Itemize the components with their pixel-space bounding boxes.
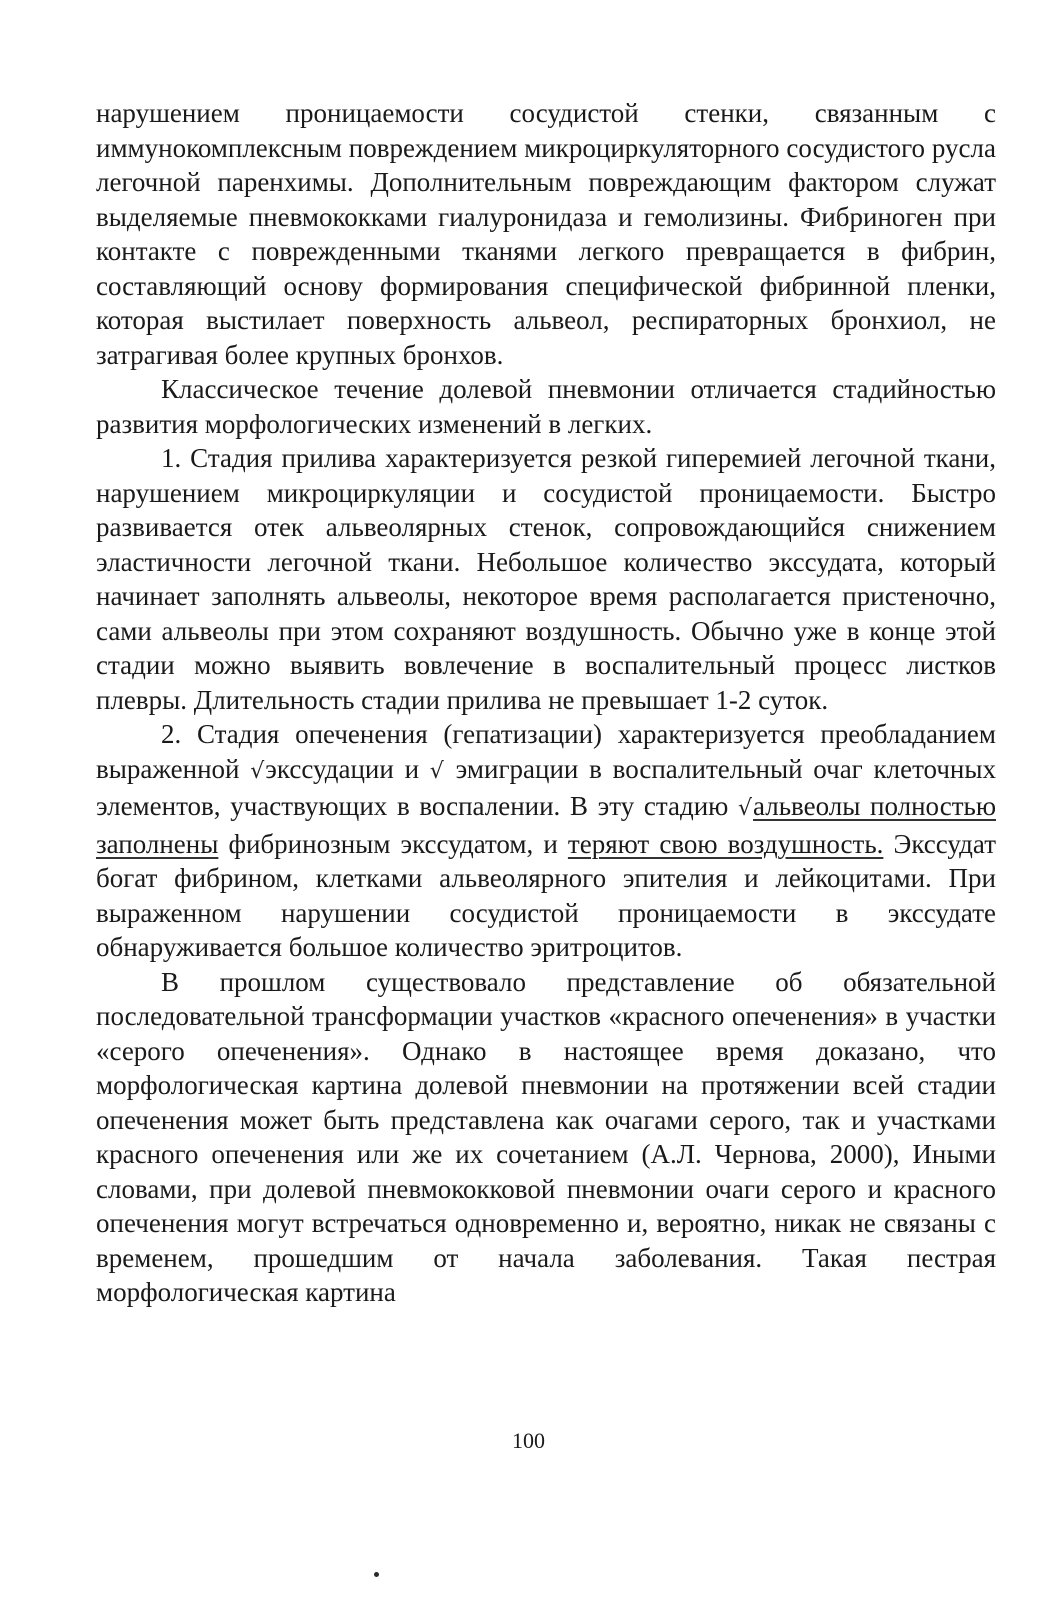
paragraph-stage-2 (96, 717, 996, 965)
paragraph-1: нарушением проницаемости сосудистой стенки, связанным с иммунокомплексным повреждением микроциркуляторного сосудистого русла легочной паренхимы. Дополнительным повреждающим фактором служат выделяемые пневмококками гиалуронидаза и гемолизины. Фибриноген при контакте с поврежденными тканями легкого превращается в фибрин, составляющий основу формирования специфической фибринной пленки, которая выстилает поверхность альвеол, респираторных бронхиол, не затрагивая более крупных бронхов. (96, 98, 996, 370)
paragraph-5: В прошлом существовало представление об обязательной последовательной трансформации участков «красного опеченения» в участки «серого опеченения». Однако в настоящее время доказано, что морфологическая картина долевой пневмонии на протяжении всей стадии опеченения может быть представлена как очагами серого, так и участками красного опеченения или же их сочетанием (А.Л. Чернова, 2000), Иными словами, при долевой пневмококковой пневмонии очаги серого и красного опеченения могут встречаться одновременно и, вероятно, никак не связаны с временем, прошедшим от начала заболевания. Такая пестрая морфологическая картина (96, 966, 996, 1307)
paragraph-2: Классическое течение долевой пневмонии отличается стадийностью развития морфологических изменений в легких. (96, 374, 996, 439)
body-text (96, 96, 996, 1310)
handwritten-underline-1: альвеолы полностью заполнены (96, 791, 996, 859)
handwritten-check-mark: √ (250, 758, 265, 784)
scan-speck (374, 1572, 379, 1577)
handwritten-check-mark: √ (738, 796, 753, 821)
page-number: 100 (512, 1428, 545, 1453)
stage-2-text-e: Экссудат богат фибрином, клетками альвеолярного эпителия и лейкоцитами. При выраженном нарушении сосудистой проницаемости в экссудате обнаруживается большое количество эритроцитов. (96, 828, 996, 962)
handwritten-check-mark: √ (429, 758, 444, 784)
handwritten-underline-2: теряют свою воздушность. (567, 828, 884, 859)
stage-2-text-c: эмиграции в воспалительный очаг клеточных элементов, участвующих в воспалении. В эту стадию (96, 753, 996, 821)
paragraph-stage-1: 1. Стадия прилива характеризуется резкой гиперемией легочной ткани, нарушением микроциркуляции и сосудистой проницаемости. Быстро развивается отек альвеолярных стенок, сопровождающийся снижением эластичности легочной ткани. Небольшое количество экссудата, который начинает заполнять альвеолы, некоторое время располагается пристеночно, сами альвеолы при этом сохраняют воздушность. Обычно уже в конце этой стадии можно выявить вовлечение в воспалительный процесс листков плевры. Длительность стадии прилива не превышает 1-2 суток. (96, 443, 996, 715)
stage-2-text-a: 2. Стадия опеченения (гепатизации) характеризуется преобладанием выраженной (96, 719, 996, 784)
stage-2-text-b: экссудации и (265, 753, 430, 784)
stage-2-text-d: фибринозным экссудатом, и (218, 828, 568, 859)
